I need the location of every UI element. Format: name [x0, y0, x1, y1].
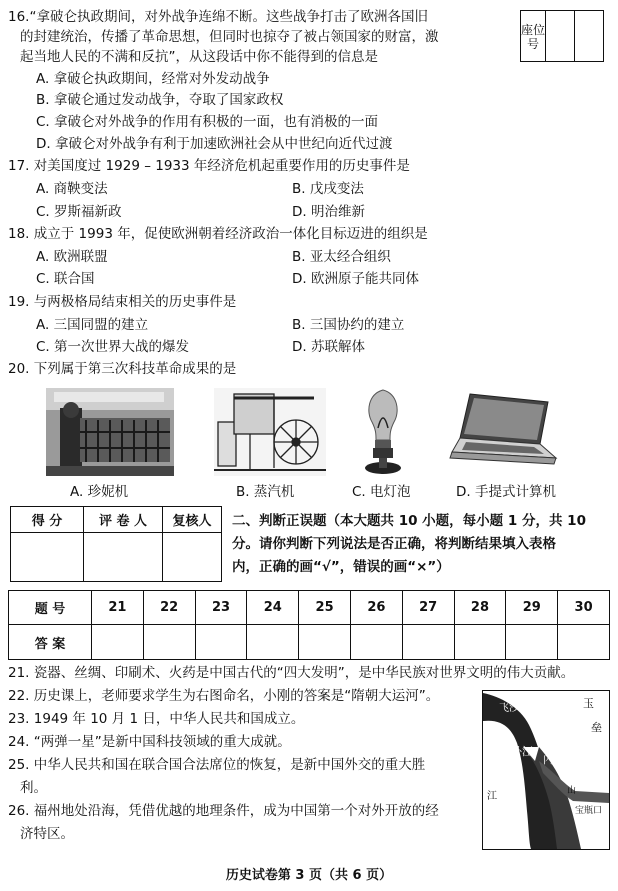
judge-item-25-cont: 利。 — [20, 780, 47, 796]
spinning-jenny-image — [46, 388, 174, 476]
score-header: 得 分 — [11, 507, 84, 533]
judge-item-21: 21. 瓷器、丝绸、印刷术、火药是中国古代的“四大发明”，是中华民族对世界文明的伟大贡献。 — [8, 665, 575, 681]
answer-table-number: 30 — [558, 591, 610, 625]
answer-cell[interactable] — [92, 625, 144, 660]
q17-option-b: B. 戊戌变法 — [292, 181, 364, 197]
q16-option-d: D. 拿破仑对外战争有利于加速欧洲社会从中世纪向近代过渡 — [36, 136, 393, 152]
answer-table-number: 24 — [247, 591, 299, 625]
question-number-label: 题 号 — [9, 591, 92, 625]
answer-table-number: 25 — [299, 591, 351, 625]
seat-number-box — [520, 10, 604, 62]
q18-option-a: A. 欧洲联盟 — [36, 249, 108, 265]
map-label-lei: 垒 — [591, 721, 602, 734]
answer-cell[interactable] — [195, 625, 247, 660]
section-2-line-1: 二、判断正误题（本大题共 10 小题，每小题 1 分，共 10 — [232, 513, 586, 529]
q18-option-b: B. 亚太经合组织 — [292, 249, 391, 265]
answer-table-number: 23 — [195, 591, 247, 625]
section-2-line-3: 内，正确的画“√”，错误的画“×”） — [232, 559, 450, 575]
seat-number-cell-1[interactable] — [546, 11, 575, 62]
map-label-jingang-dike: 金刚堤 — [537, 729, 567, 740]
answer-table-answer-row — [9, 625, 610, 660]
q17-option-d: D. 明治维新 — [292, 204, 365, 220]
judge-item-22: 22. 历史课上，老师要求学生为右图命名，小刚的答案是“隋朝大运河”。 — [8, 688, 440, 704]
judge-item-25: 25. 中华人民共和国在联合国合法席位的恢复，是新中国外交的重大胜 — [8, 757, 426, 773]
judge-item-23: 23. 1949 年 10 月 1 日，中华人民共和国成立。 — [8, 711, 305, 727]
map-label-outer-river-2a: 外 — [491, 811, 501, 822]
answer-table-number: 21 — [92, 591, 144, 625]
answer-table-number-row — [9, 591, 610, 625]
map-label-yu: 玉 — [583, 697, 594, 710]
answer-cell[interactable] — [402, 625, 454, 660]
q18-option-c: C. 联合国 — [36, 271, 95, 287]
reviewer-header: 复核人 — [163, 507, 222, 533]
page-footer: 历史试卷第 3 页（共 6 页） — [225, 868, 393, 883]
answer-table — [8, 590, 610, 660]
q19-option-d: D. 苏联解体 — [292, 339, 365, 355]
q20-caption-c: C. 电灯泡 — [352, 484, 411, 500]
answer-cell[interactable] — [558, 625, 610, 660]
q19-stem: 19. 与两极格局结束相关的历史事件是 — [8, 294, 237, 310]
map-label-baopingkou: 宝瓶口 — [575, 806, 603, 816]
map-label-inner-river: 内江 — [543, 753, 565, 766]
q17-stem: 17. 对美国度过 1929 – 1933 年经济危机起重要作用的历史事件是 — [8, 158, 410, 174]
q17-option-c: C. 罗斯福新政 — [36, 204, 122, 220]
q16-option-b: B. 拿破仑通过发动战争，夺取了国家政权 — [36, 92, 284, 108]
answer-table-number: 26 — [350, 591, 402, 625]
reviewer-cell[interactable] — [163, 533, 222, 582]
answer-cell[interactable] — [506, 625, 558, 660]
answer-label: 答 案 — [9, 625, 92, 660]
river-map — [482, 690, 610, 850]
grader-header: 评 卷 人 — [84, 507, 163, 533]
grader-cell[interactable] — [84, 533, 163, 582]
q16-stem-line-3: 起当地人民的不满和反抗”，从这段话中你不能得到的信息是 — [20, 49, 378, 65]
q16-option-c: C. 拿破仑对外战争的作用有积极的一面，也有消极的一面 — [36, 114, 379, 130]
q19-option-b: B. 三国协约的建立 — [292, 317, 405, 333]
answer-cell[interactable] — [143, 625, 195, 660]
map-label-outer-river-1: 外江 — [511, 745, 533, 758]
q17-option-a: A. 商鞅变法 — [36, 181, 108, 197]
section-2-line-2: 分。请你判断下列说法是否正确，将判断结果填入表格 — [232, 536, 556, 552]
answer-cell[interactable] — [350, 625, 402, 660]
steam-engine-image — [214, 388, 326, 476]
q20-caption-d: D. 手提式计算机 — [456, 484, 556, 500]
map-label-shan: 山 — [567, 786, 577, 796]
q16-stem-line-2: 的封建统治，传播了革命思想，但同时也掠夺了被占领国家的财富，激 — [20, 29, 439, 45]
q16-stem-line-1: 16.“拿破仑执政期间，对外战争连绵不断。这些战争打击了欧洲各国旧 — [8, 9, 428, 25]
q20-caption-b: B. 蒸汽机 — [236, 484, 295, 500]
judge-item-24: 24. “两弹一星”是新中国科技领域的重大成就。 — [8, 734, 291, 750]
judge-item-26: 26. 福州地处沿海，凭借优越的地理条件，成为中国第一个对外开放的经 — [8, 803, 439, 819]
answer-table-number: 22 — [143, 591, 195, 625]
q20-caption-a: A. 珍妮机 — [70, 484, 129, 500]
laptop-image — [448, 392, 558, 472]
map-label-jiang: 江 — [487, 791, 497, 802]
answer-cell[interactable] — [454, 625, 506, 660]
q19-option-c: C. 第一次世界大战的爆发 — [36, 339, 190, 355]
map-label-outer-river-2b: 江 — [495, 829, 505, 840]
answer-table-number: 27 — [402, 591, 454, 625]
seat-number-cell-2[interactable] — [575, 11, 604, 62]
answer-cell[interactable] — [299, 625, 351, 660]
light-bulb-image — [358, 388, 408, 476]
q20-stem: 20. 下列属于第三次科技革命成果的是 — [8, 361, 237, 377]
score-cell[interactable] — [11, 533, 84, 582]
answer-cell[interactable] — [247, 625, 299, 660]
answer-table-number: 29 — [506, 591, 558, 625]
q18-option-d: D. 欧洲原子能共同体 — [292, 271, 419, 287]
score-table — [10, 506, 222, 582]
seat-number-label: 座位号 — [521, 11, 546, 62]
answer-table-number: 28 — [454, 591, 506, 625]
q16-option-a: A. 拿破仑执政期间，经常对外发动战争 — [36, 71, 270, 87]
map-label-fly-sand: 飞沙堰 — [499, 703, 529, 714]
q19-option-a: A. 三国同盟的建立 — [36, 317, 149, 333]
judge-item-26-cont: 济特区。 — [20, 826, 74, 842]
q18-stem: 18. 成立于 1993 年，促使欧洲朝着经济政治一体化目标迈进的组织是 — [8, 226, 428, 242]
